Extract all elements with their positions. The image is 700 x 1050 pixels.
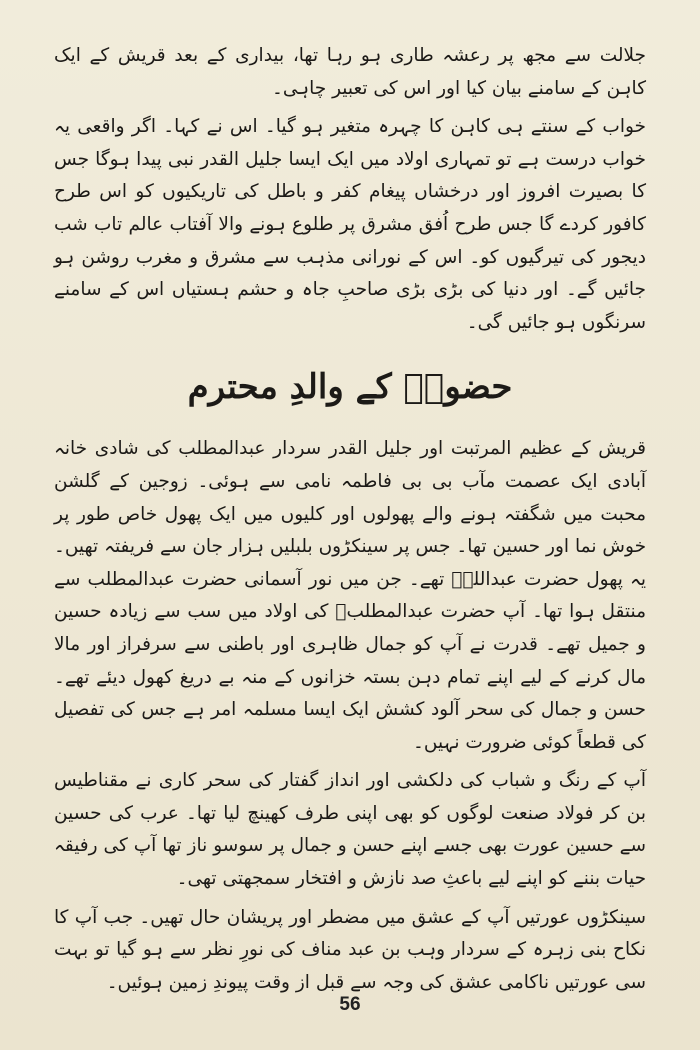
paragraph-dream-interpretation: جلالت سے مجھ پر رعشہ طاری ہو رہا تھا، بیداری کے بعد قریش کے ایک کاہن کے سامنے بیان کیا اور اس کی تعبیر چاہی۔ [54,45,646,99]
paragraph-soothsayer-prophecy: خواب کے سنتے ہی کاہن کا چہرہ متغیر ہو گیا۔ اس نے کہا۔ اگر واقعی یہ خواب درست ہے تو تمہاری اولاد میں ایک ایسا جلیل القدر نبی پیدا ہوگا جس کا بصیرت افروز اور درخشاں پیغام کفر و باطل کی تاریکیوں کو اس طرح کافور کردے گا جس طرح اُفق مشرق پر طلوع ہونے والا آفتاب عالم تاب شب دیجور کی تیرگیوں کو۔ اس کے نورانی مذہب سے مشرق و مغرب روشن ہو جائیں گے۔ اور دنیا کی بڑی بڑی صاحبِ جاہ و حشم ہستیاں اس کے سامنے سرنگوں ہو جائیں گی۔ [54,116,646,333]
paragraph-abdullah-marriage: سینکڑوں عورتیں آپ کے عشق میں مضطر اور پریشان حال تھیں۔ جب آپ کا نکاح بنی زہرہ کے سردار وہب بن عبد مناف کی نورِ نظر سے ہو گیا تو بہت سی عورتیں ناکامی عشق کی وجہ سے قبل از وقت پیوندِ زمین ہوئیں۔ [54,906,646,993]
paragraph-abdullah-birth: قریش کے عظیم المرتبت اور جلیل القدر سردار عبدالمطلب کی شادی خانہ آبادی ایک عصمت مآب بی بی فاطمہ نامی سے ہوئی۔ زوجین کے گلشن محبت میں شگفتہ ہونے والے پھولوں اور کلیوں میں ایک پھول خاص طور پر خوش نما اور حسین تھا۔ جس پر سینکڑوں بلبلیں ہزار جان سے فریفتہ تھیں۔ یہ پھول حضرت عبداللہؓ تھے۔ جن میں نور آسمانی حضرت عبدالمطلب سے منتقل ہوا تھا۔ آپ حضرت عبدالمطلبؓ کی اولاد میں سب سے زیادہ حسین و جمیل تھے۔ قدرت نے آپ کو جمال ظاہری اور باطنی سے سرفراز اور مالا مال کرنے کے لیے اپنے تمام دہن بستہ خزانوں کے منہ بے دریغ کھول دیئے تھے۔ حسن و جمال کی سحر آلود کشش ایک ایسا مسلمہ امر ہے جس کی تفصیل کی قطعاً کوئی ضرورت نہیں۔ [54,438,646,753]
page-number: 56 [339,994,361,1015]
paragraph-abdullah-charm: آپ کے رنگ و شباب کی دلکشی اور انداز گفتار کی سحر کاری نے مقناطیس بن کر فولاد صنعت لوگوں کو بھی اپنی طرف کھینچ لیا تھا۔ عرب کی حسین سے حسین عورت بھی جسے اپنے حسن و جمال پر سوسو ناز تھا آپ کی رفیقہ حیات بننے کو اپنے لیے باعثِ صد نازش و افتخار سمجھتی تھی۔ [54,770,646,890]
section-heading: حضورؐ کے والدِ محترم [187,367,513,408]
